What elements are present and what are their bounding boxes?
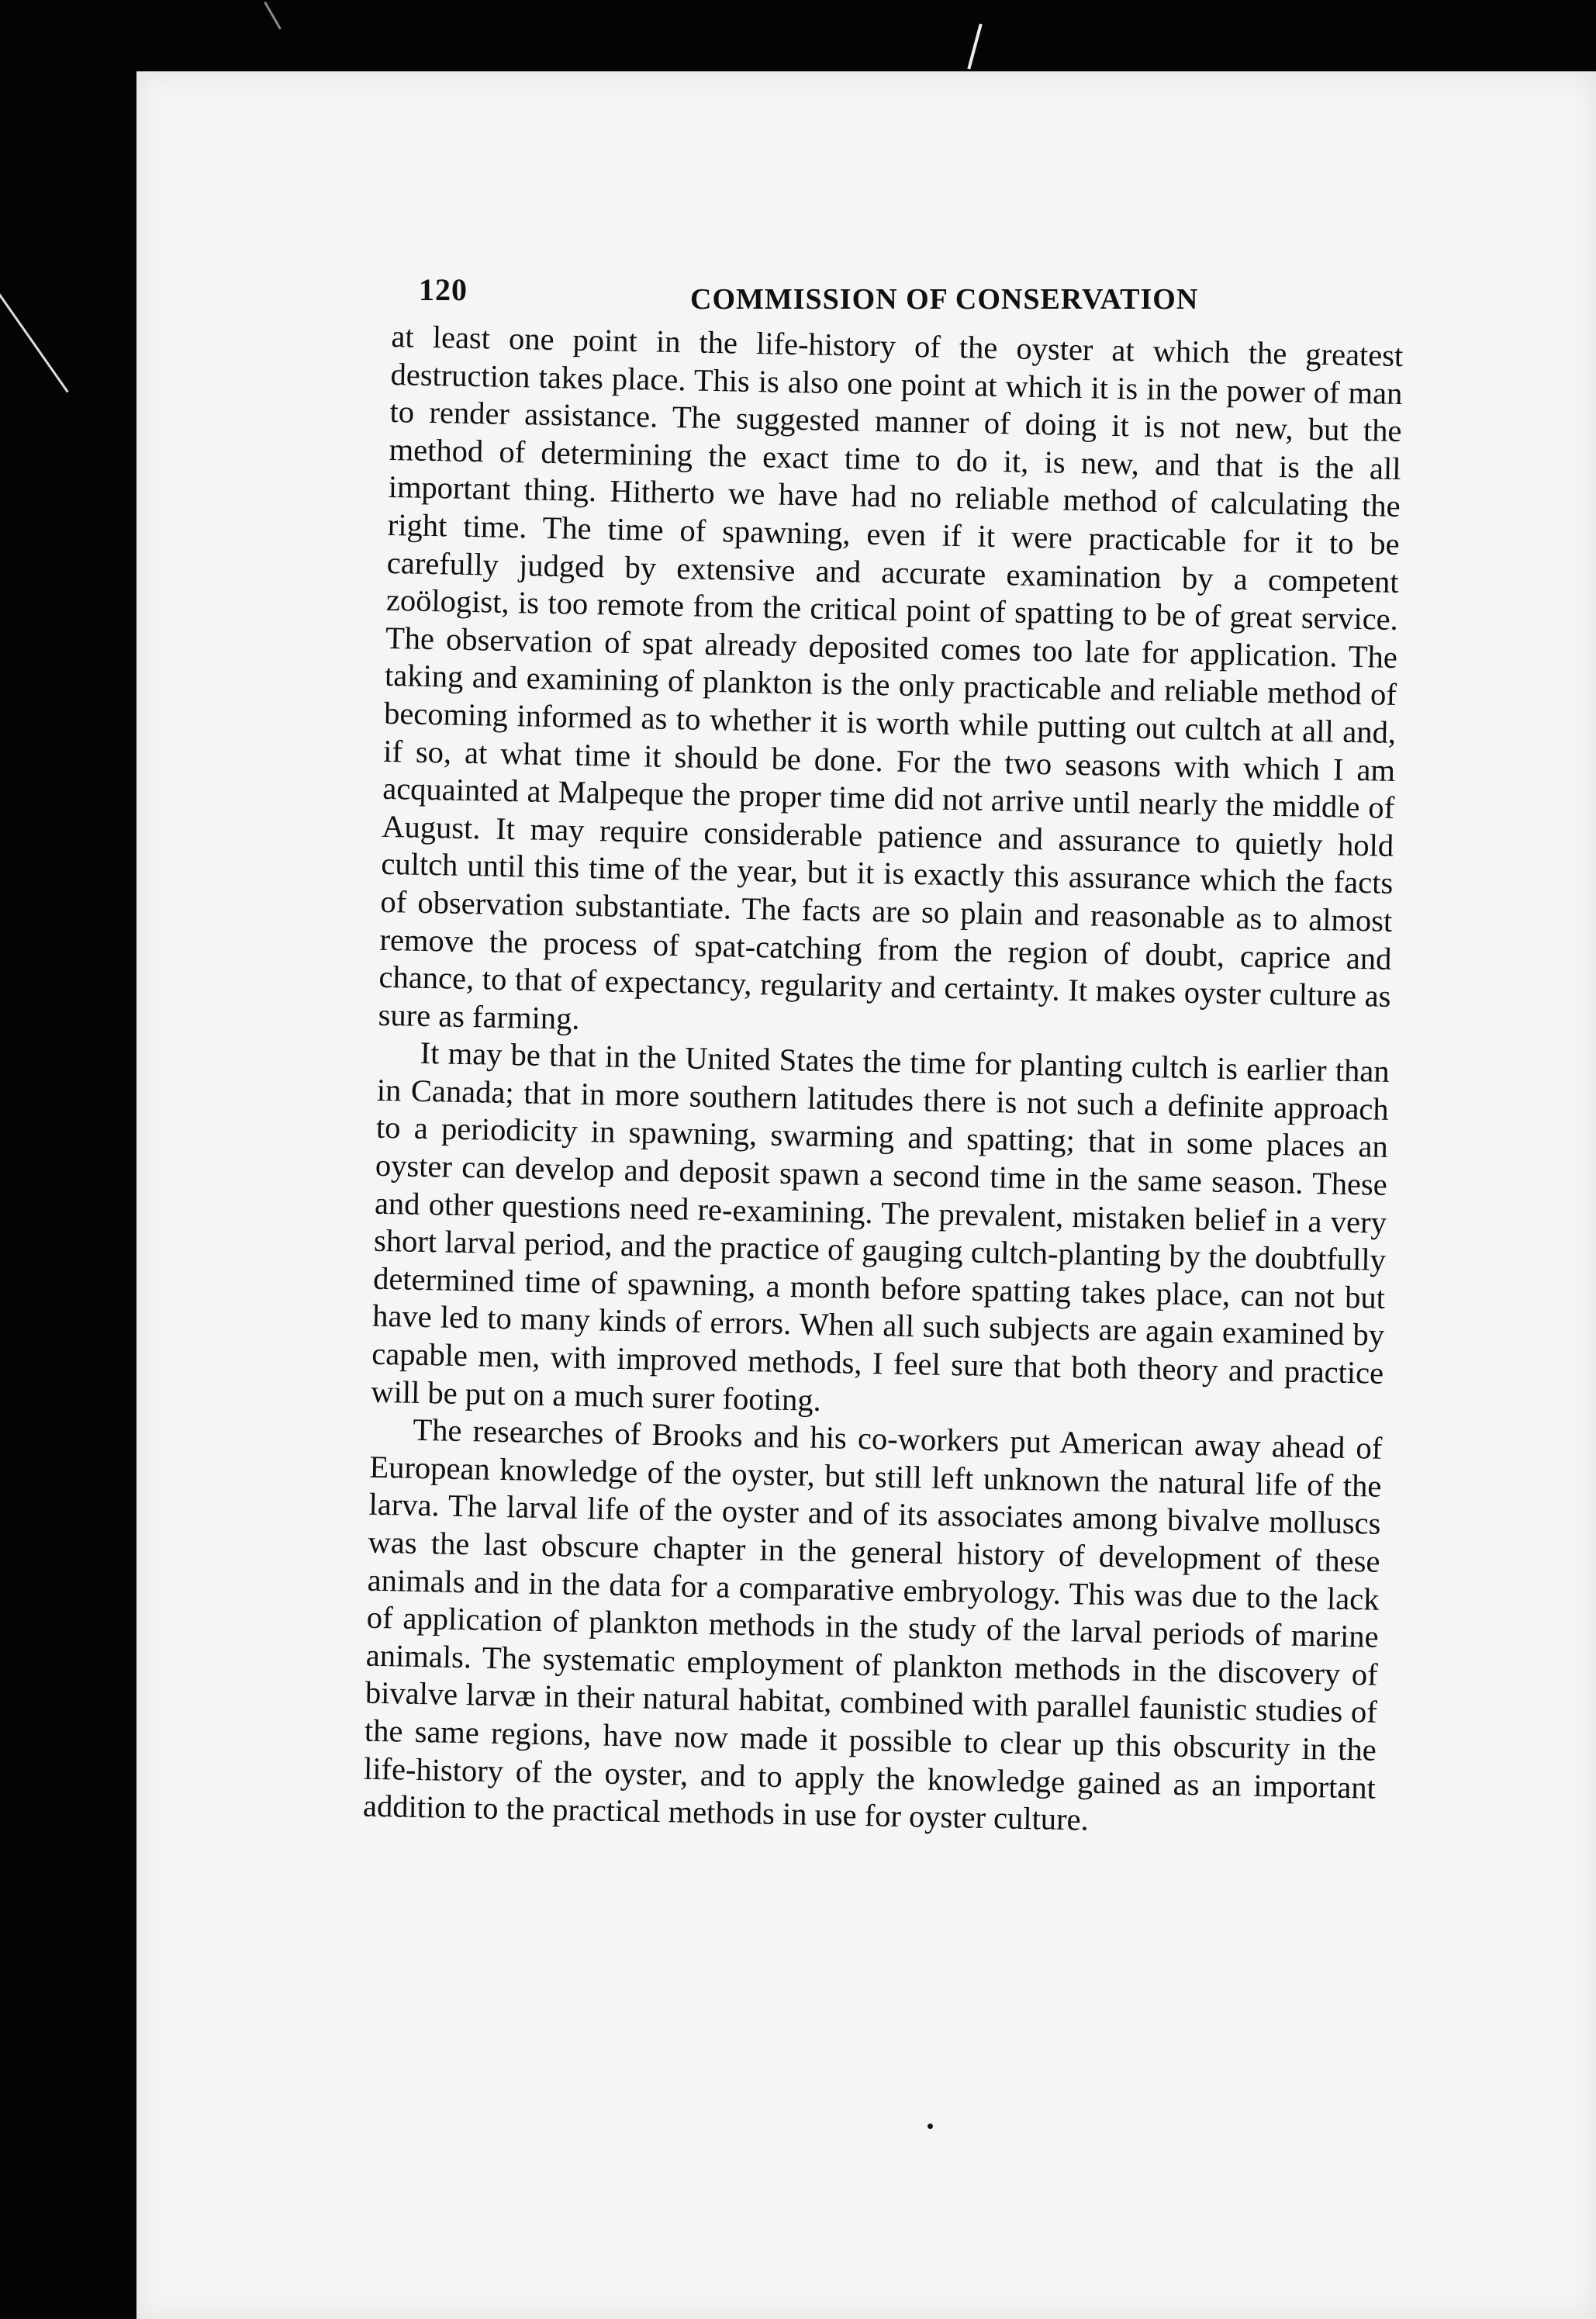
- page-number: 120: [419, 272, 468, 307]
- body-text: [363, 318, 1404, 1844]
- ink-dot: [928, 2124, 933, 2129]
- running-title: COMMISSION OF CONSERVATION: [690, 283, 1199, 316]
- page-header: [419, 271, 1427, 318]
- paragraph-2: It may be that in the United States the time for planting cultch is earlier than in Canada; that in more southern latitudes there is not such a definite approach to a periodicity in spawning, swarming and spatting; that in some places an oyster can develop and deposit spawn a second time in the same season. These and other questions need re-examining. The prevalent, mistaken belief in a very short larval period, and the practice of gauging cultch-planting by the doubtfully determined time of spawning, a month before spatting takes place, can not but have led to many kinds of errors. When all such subjects are again examined by capable men, with improved methods, I feel sure that both theory and practice will be put on a much surer footing.: [370, 1035, 1390, 1418]
- paragraph-3: The researches of Brooks and his co-workers put American away ahead of European knowledge of the oyster, but still left unknown the natural life of the larva. The larval life of the oyster and of its associates among bivalve molluscs was the last obscure chapter in the general history of development of these animals and in the data for a comparative embryology. This was due to the lack of application of plankton methods in the study of the larval periods of marine animals. The systematic employment of plankton methods in the discovery of bivalve larvæ in their natural habitat, combined with parallel faunistic studies of the same regions, have now made it possible to clear up this obscurity in the life-history of the oyster, and to apply the knowledge gained as an important addition to the practical methods in use for oyster culture.: [362, 1412, 1383, 1837]
- paragraph-1: at least one point in the life-history of the oyster at which the greatest destruction takes place. This is also one point at which it is in the power of man to render assistance. The suggested manner of doing it is not new, but the method of determining the exact time to do it, is new, and that is the all important thing. Hitherto we have had no reliable method of calculating the right time. The time of spawning, even if it were practicable for it to be carefully judged by extensive and accurate examination by a competent zoölogist, is too remote from the critical point of spatting to be of great service. The observation of spat already deposited comes too late for application. The taking and examining of plankton is the only practicable and reliable method of becoming informed as to whether it is worth while putting out cultch at all and, if so, at what time it should be done. For the two seasons with which I am acquainted at Malpeque the proper time did not arrive until nearly the middle of August. It may require considerable patience and assurance to quietly hold cultch until this time of the year, but it is exactly this assurance which the facts of observation substantiate. The facts are so plain and reasonable as to almost remove the process of spat-catching from the region of doubt, caprice and chance, to that of expectancy, regularity and certainty. It makes oyster culture as sure as farming.: [378, 318, 1404, 1036]
